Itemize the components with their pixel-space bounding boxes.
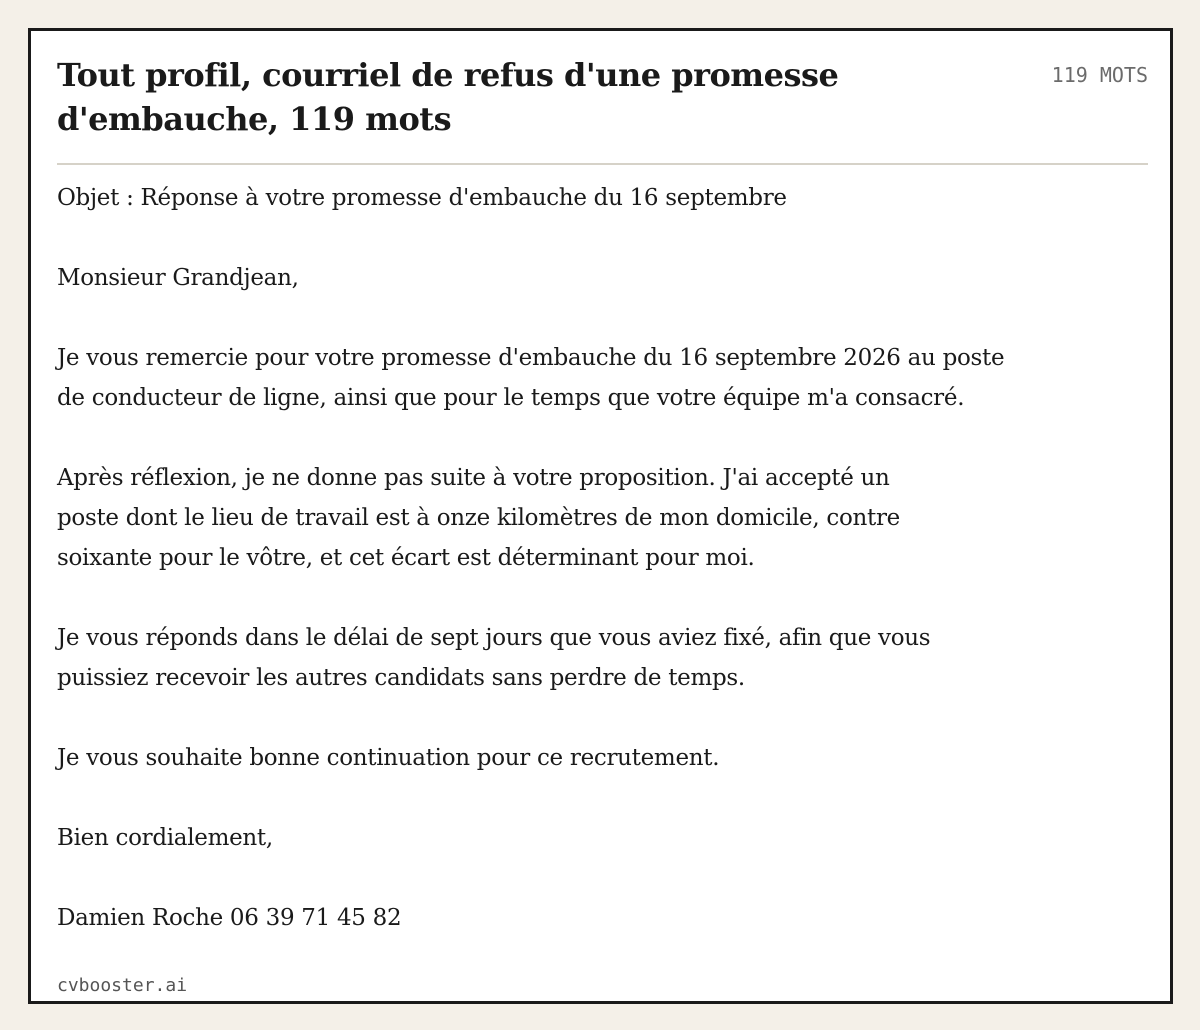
closing-paragraph — [57, 818, 1057, 858]
decision-line: poste dont le lieu de travail est à onze kilomètres de mon domicile, contre — [57, 505, 900, 531]
signature-line: Damien Roche 06 39 71 45 82 — [57, 905, 402, 931]
subject-paragraph — [57, 178, 1057, 218]
page-title: Tout profil, courriel de refus d'une promesse d'embauche, 119 mots — [57, 56, 839, 138]
deadline-paragraph — [57, 618, 1057, 698]
thanks-line: de conducteur de ligne, ainsi que pour le temps que votre équipe m'a consacré. — [57, 385, 965, 411]
letter-body — [57, 178, 1057, 938]
brand-footer: cvbooster.ai — [57, 975, 188, 996]
closing-line: Bien cordialement, — [57, 825, 273, 851]
decision-paragraph — [57, 458, 1057, 578]
decision-line: soixante pour le vôtre, et cet écart est déterminant pour moi. — [57, 545, 755, 571]
wishes-line: Je vous souhaite bonne continuation pour ce recrutement. — [57, 745, 720, 771]
deadline-line: puissiez recevoir les autres candidats sans perdre de temps. — [57, 665, 745, 691]
letter-card — [28, 28, 1173, 1004]
signature-paragraph — [57, 898, 1057, 938]
thanks-paragraph — [57, 338, 1057, 418]
word-count-badge: 119 MOTS — [1051, 63, 1148, 87]
salutation-paragraph — [57, 258, 1057, 298]
decision-line: Après réflexion, je ne donne pas suite à votre proposition. J'ai accepté un — [57, 465, 890, 491]
card-header — [57, 53, 1148, 165]
salutation-line: Monsieur Grandjean, — [57, 265, 299, 291]
wishes-paragraph — [57, 738, 1057, 778]
deadline-line: Je vous réponds dans le délai de sept jours que vous aviez fixé, afin que vous — [57, 625, 931, 651]
subject-line: Objet : Réponse à votre promesse d'embauche du 16 septembre — [57, 185, 787, 211]
thanks-line: Je vous remercie pour votre promesse d'embauche du 16 septembre 2026 au poste — [57, 345, 1005, 371]
